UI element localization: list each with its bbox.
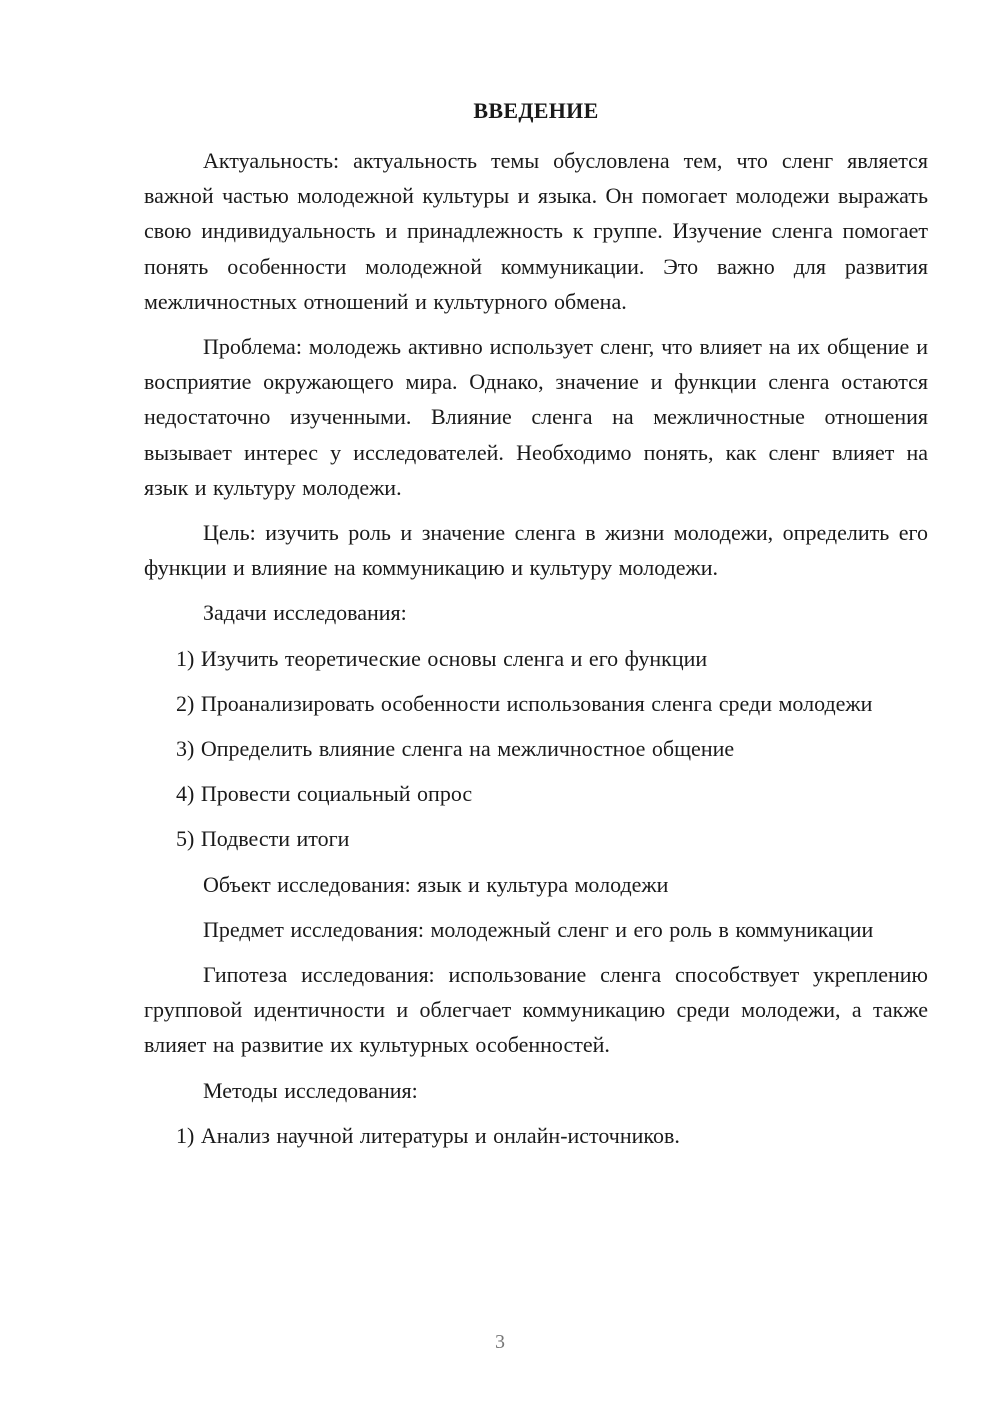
task-item-3: 3) Определить влияние сленга на межличностное общение [176, 736, 735, 762]
paragraph-object: Объект исследования: язык и культура молодежи [203, 871, 669, 897]
paragraph-hypothesis: Гипотеза исследования: использование сленга способствует укреплению групповой идентичности и облегчает коммуникацию среди молодежи, а также влияет на развитие их культурных особенностей. [144, 962, 928, 1058]
task-item-4: 4) Провести социальный опрос [176, 781, 473, 807]
paragraph-goal: Цель: изучить роль и значение сленга в жизни молодежи, определить его функции и влияние на коммуникацию и культуру молодежи. [144, 520, 928, 581]
paragraph-problem: Проблема: молодежь активно использует сленг, что влияет на их общение и восприятие окружающего мира. Однако, значение и функции сленга остаются недостаточно изученными. Влияние сленга на межличностные отношения вызывает интерес у исследователей. Необходимо понять, как сленг влияет на язык и культуру молодежи. [144, 334, 928, 500]
document-page [144, 94, 928, 1163]
task-item-1: 1) Изучить теоретические основы сленга и его функции [176, 645, 708, 671]
paragraph-subject: Предмет исследования: молодежный сленг и его роль в коммуникации [203, 916, 874, 942]
paragraph-methods-title: Методы исследования: [203, 1077, 418, 1103]
paragraph-relevance: Актуальность: актуальность темы обусловлена тем, что сленг является важной частью молодежной культуры и языка. Он помогает молодежи выражать свою индивидуальность и принадлежность к группе. Изучение сленга помогает понять особенности молодежной коммуникации. Это важно для развития межличностных отношений и культурного обмена. [144, 148, 928, 314]
page-number: 3 [495, 1331, 505, 1353]
paragraph-tasks-title: Задачи исследования: [203, 600, 407, 626]
method-item-1: 1) Анализ научной литературы и онлайн-источников. [176, 1122, 680, 1148]
task-item-5: 5) Подвести итоги [176, 826, 350, 852]
section-heading: ВВЕДЕНИЕ [473, 98, 599, 123]
task-item-2: 2) Проанализировать особенности использования сленга среди молодежи [176, 690, 873, 716]
